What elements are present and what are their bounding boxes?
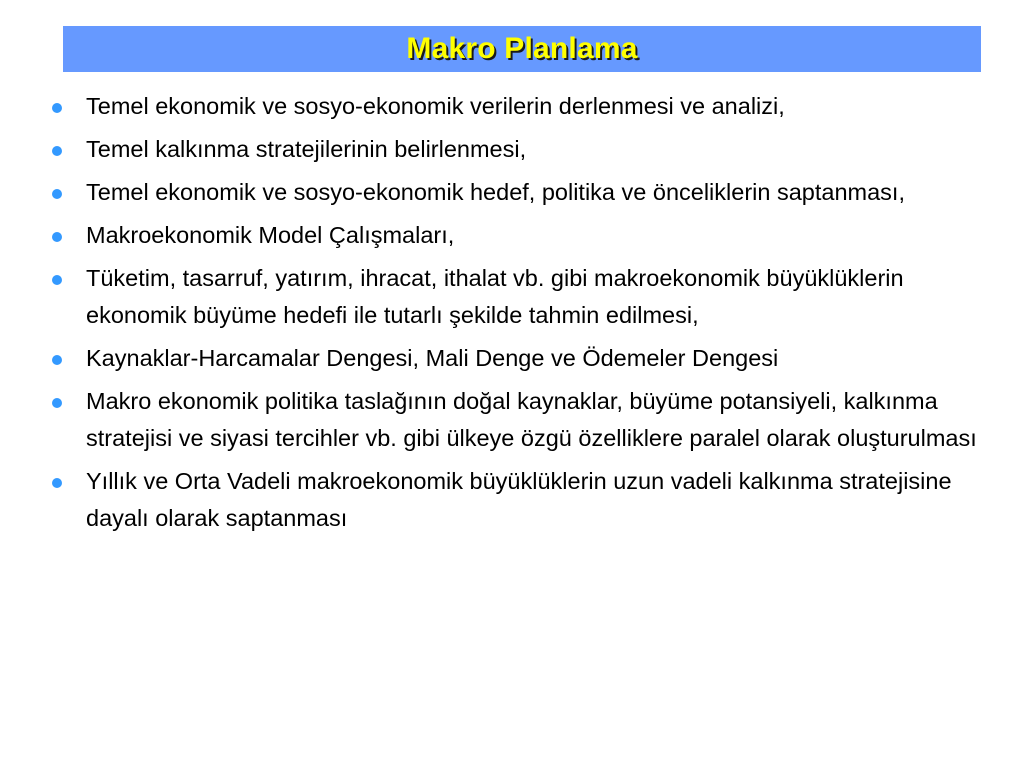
bullet-item bbox=[48, 383, 998, 457]
bullet-item bbox=[48, 463, 998, 537]
bullet-dot-icon bbox=[52, 189, 62, 199]
bullet-list bbox=[48, 88, 998, 543]
bullet-dot-icon bbox=[52, 355, 62, 365]
bullet-text: Makro ekonomik politika taslağının doğal kaynaklar, büyüme potansiyeli, kalkınma stratejisi ve siyasi tercihler vb. gibi ülkeye özgü özelliklere paralel olarak oluşturulması bbox=[86, 388, 977, 451]
bullet-text: Temel ekonomik ve sosyo-ekonomik hedef, politika ve önceliklerin saptanması, bbox=[86, 179, 905, 205]
bullet-dot-icon bbox=[52, 232, 62, 242]
bullet-item bbox=[48, 88, 998, 125]
bullet-text: Makroekonomik Model Çalışmaları, bbox=[86, 222, 455, 248]
bullet-text: Temel ekonomik ve sosyo-ekonomik verilerin derlenmesi ve analizi, bbox=[86, 93, 785, 119]
slide-title: Makro Planlama bbox=[406, 32, 638, 65]
bullet-item bbox=[48, 131, 998, 168]
bullet-dot-icon bbox=[52, 146, 62, 156]
title-bar bbox=[63, 26, 981, 72]
bullet-text: Temel kalkınma stratejilerinin belirlenmesi, bbox=[86, 136, 527, 162]
bullet-dot-icon bbox=[52, 103, 62, 113]
bullet-dot-icon bbox=[52, 398, 62, 408]
bullet-item bbox=[48, 217, 998, 254]
bullet-text: Tüketim, tasarruf, yatırım, ihracat, ithalat vb. gibi makroekonomik büyüklüklerin ekonomik büyüme hedefi ile tutarlı şekilde tahmin edilmesi, bbox=[86, 265, 904, 328]
bullet-text: Yıllık ve Orta Vadeli makroekonomik büyüklüklerin uzun vadeli kalkınma stratejisine dayalı olarak saptanması bbox=[86, 468, 952, 531]
bullet-item bbox=[48, 174, 998, 211]
bullet-dot-icon bbox=[52, 478, 62, 488]
bullet-text: Kaynaklar-Harcamalar Dengesi, Mali Denge ve Ödemeler Dengesi bbox=[86, 345, 779, 371]
bullet-item bbox=[48, 340, 998, 377]
bullet-item bbox=[48, 260, 998, 334]
bullet-dot-icon bbox=[52, 275, 62, 285]
